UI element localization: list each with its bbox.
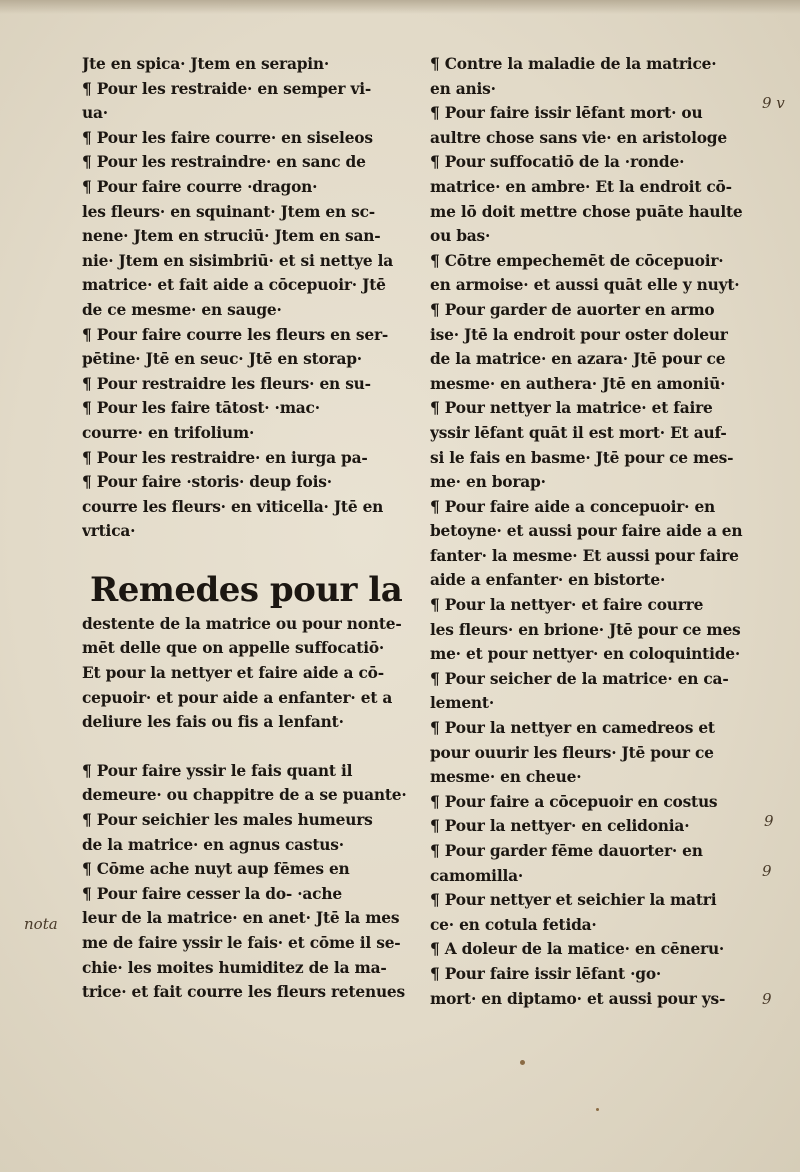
text-line: ¶ Pour seicher de la matrice· en ca-	[430, 669, 729, 688]
text-line: ¶ Pour faire issir lēfant mort· ou	[430, 104, 703, 123]
text-line: ¶ Cōtre empechemēt de cōcepuoir·	[430, 251, 724, 270]
text-line: matrice· en ambre· Et la endroit cō-	[430, 177, 732, 196]
text-line: ¶ Pour les faire tātost· ·mac·	[82, 399, 320, 418]
ink-spot	[520, 1060, 525, 1065]
text-line: ¶ Pour les restraide· en semper vi-	[82, 79, 372, 98]
text-line: de ce mesme· en sauge·	[82, 300, 282, 319]
text-line: courre les fleurs· en viticella· Jtē en	[82, 497, 384, 516]
text-line: ¶ Pour faire cesser la do- ·ache	[82, 884, 342, 903]
text-line: les fleurs· en brione· Jtē pour ce mes	[430, 620, 741, 639]
text-line: courre· en trifolium·	[82, 423, 255, 442]
text-line: ce· en cotula fetida·	[430, 915, 597, 934]
text-line: si le fais en basme· Jtē pour ce mes-	[430, 448, 734, 467]
text-line: destente de la matrice ou pour nonte-	[82, 614, 402, 633]
text-line: matrice· et fait aide a cōcepuoir· Jtē	[82, 276, 386, 295]
text-line: mesme· en cheue·	[430, 768, 582, 787]
text-line: lement·	[430, 694, 494, 713]
text-line: en anis·	[430, 79, 496, 98]
text-line: ¶ Pour suffocatiō de la ·ronde·	[430, 153, 685, 172]
text-line: de la matrice· en azara· Jtē pour ce	[430, 350, 726, 369]
text-line: ¶ Pour la nettyer· et faire courre	[430, 596, 704, 615]
margin-note-top-right: 9 v	[762, 94, 785, 112]
text-line: ¶ Pour les restraidre· en iurga pa-	[82, 448, 368, 467]
text-line: ¶ Pour les faire courre· en siseleos	[82, 128, 373, 147]
text-line: ¶ Cōme ache nuyt aup fēmes en	[82, 860, 350, 879]
margin-note-right-2: 9	[762, 862, 772, 880]
right-column-entries	[430, 52, 775, 1011]
text-line: ¶ Pour faire aide a concepuoir· en	[430, 497, 716, 516]
page-top-shadow	[0, 0, 800, 14]
text-line: aide a enfanter· en bistorte·	[430, 571, 666, 590]
text-line: Jte en spica· Jtem en serapin·	[82, 55, 330, 73]
left-column-entries	[82, 52, 412, 544]
left-column	[82, 52, 412, 1005]
text-line: ¶ Pour restraidre les fleurs· en su-	[82, 374, 371, 393]
text-line: aultre chose sans vie· en aristologe	[430, 128, 727, 147]
text-line: ¶ Pour faire courre ·dragon·	[82, 177, 318, 196]
text-line: ou bas·	[430, 227, 491, 246]
text-line: demeure· ou chappitre de a se puante·	[82, 786, 407, 805]
text-line: cepuoir· et pour aide a enfanter· et a	[82, 688, 393, 707]
text-line: ¶ Pour faire ·storis· deup fois·	[82, 473, 332, 492]
text-line: ¶ Pour faire issir lēfant ·go·	[430, 964, 662, 983]
text-line: ¶ Contre la maladie de la matrice·	[430, 55, 717, 73]
text-line: mesme· en authera· Jtē en amoniū·	[430, 374, 726, 393]
margin-note-right-1: 9	[764, 812, 774, 830]
text-line: nie· Jtem en sisimbriū· et si nettye la	[82, 251, 394, 270]
text-line: Et pour la nettyer et faire aide a cō-	[82, 664, 384, 683]
text-line: ua·	[82, 104, 108, 123]
text-line: yssir lēfant quāt il est mort· Et auf-	[430, 423, 727, 442]
margin-note-right-3: 9	[762, 990, 772, 1008]
text-line: nene· Jtem en struciū· Jtem en san-	[82, 227, 381, 246]
ink-spot	[596, 1108, 599, 1111]
text-line: de la matrice· en agnus castus·	[82, 835, 344, 854]
section-heading-subtitle	[82, 612, 412, 735]
text-line: ¶ Pour la nettyer· en celidonia·	[430, 817, 690, 836]
text-line: ¶ Pour garder fēme dauorter· en	[430, 842, 703, 860]
text-line: ise· Jtē la endroit pour oster doleur	[430, 325, 728, 344]
section-heading: Remedes pour la	[90, 569, 403, 610]
left-column-entries-after	[82, 759, 412, 1005]
margin-note-left-nota: nota	[24, 915, 58, 933]
text-line: les fleurs· en squinant· Jtem en sc-	[82, 202, 375, 221]
text-line: mēt delle que on appelle suffocatiō·	[82, 639, 385, 658]
text-line: betoyne· et aussi pour faire aide a en	[430, 522, 743, 541]
text-line: chie· les moites humiditez de la ma-	[82, 958, 387, 977]
text-line: me· en borap·	[430, 473, 546, 492]
text-line: ¶ Pour les restraindre· en sanc de	[82, 153, 366, 172]
text-line: camomilla·	[430, 866, 524, 885]
text-line: pētine· Jtē en seuc· Jtē en storap·	[82, 350, 362, 369]
text-line: vrtica·	[82, 522, 136, 541]
text-line: ¶ Pour faire yssir le fais quant il	[82, 761, 353, 780]
text-line: fanter· la mesme· Et aussi pour faire	[430, 546, 739, 565]
text-line: en armoise· et aussi quāt elle y nuyt·	[430, 276, 740, 295]
text-line: ¶ Pour nettyer la matrice· et faire	[430, 399, 713, 418]
text-line: ¶ A doleur de la matice· en cēneru·	[430, 940, 725, 959]
text-line: ¶ Pour faire a cōcepuoir en costus	[430, 792, 718, 811]
text-line: ¶ Pour nettyer et seichier la matri	[430, 891, 717, 910]
text-line: ¶ Pour seichier les males humeurs	[82, 811, 373, 830]
text-line: mort· en diptamo· et aussi pour ys-	[430, 989, 726, 1008]
text-line: ¶ Pour faire courre les fleurs en ser-	[82, 325, 389, 344]
text-line: ¶ Pour garder de auorter en armo	[430, 300, 715, 319]
text-line: ¶ Pour la nettyer en camedreos et	[430, 719, 715, 738]
text-line: trice· et fait courre les fleurs retenues	[82, 983, 405, 1002]
text-line: pour ouurir les fleurs· Jtē pour ce	[430, 743, 714, 762]
text-line: deliure les fais ou fis a lenfant·	[82, 713, 344, 732]
text-line: leur de la matrice· en anet· Jtē la mes	[82, 909, 400, 928]
right-column	[430, 52, 775, 1011]
text-line: me de faire yssir le fais· et cōme il se-	[82, 934, 401, 952]
text-line: me lō doit mettre chose puāte haulte	[430, 202, 743, 221]
text-line: me· et pour nettyer· en coloquintide·	[430, 645, 741, 664]
